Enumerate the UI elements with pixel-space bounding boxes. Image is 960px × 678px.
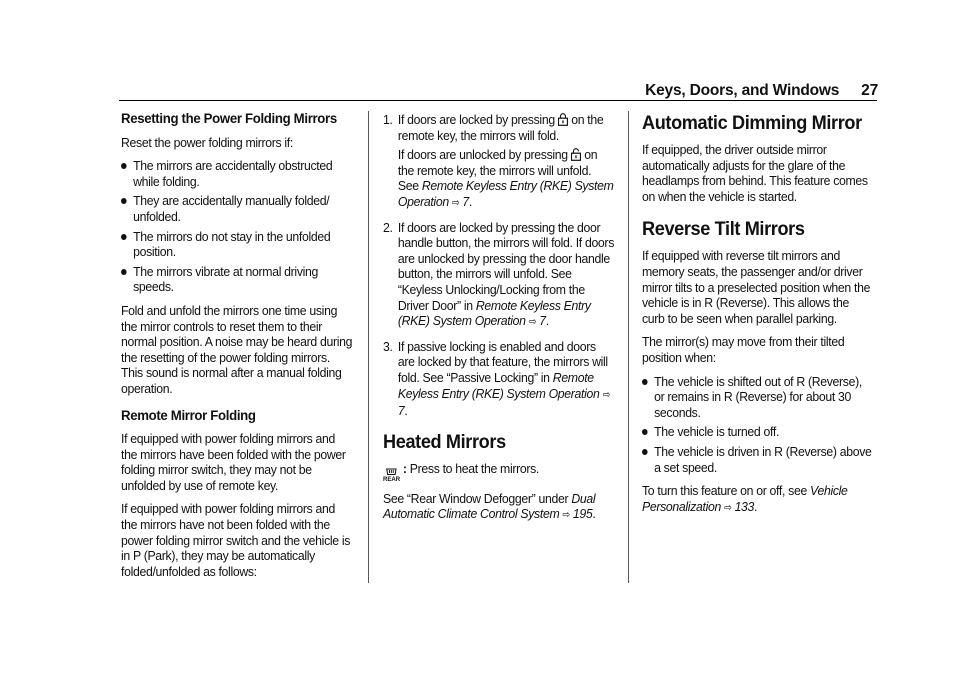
page-reference: 7 xyxy=(397,403,405,419)
list-item: The vehicle is driven in R (Reverse) above a set speed. xyxy=(642,444,874,475)
bullet-icon xyxy=(642,429,648,435)
numbered-item-2: 2. If doors are locked by pressing the door handle button, the mirrors will fold. If doors are unlocked by pressing the door handle button, the mirrors will unfold. See “Keyless Unlocking/Locking from the Driver Door” in Remote Keyless Entry (RKE) System Operation ⇨ 7. xyxy=(383,219,615,329)
paragraph: The mirror(s) may move from their tilted position when: xyxy=(642,334,845,365)
header-rule xyxy=(119,100,877,101)
bullet-icon xyxy=(642,379,648,385)
running-header xyxy=(623,82,878,100)
page-reference-arrow-icon: ⇨ xyxy=(562,509,570,522)
numbered-item-3: 3. If passive locking is enabled and doors are locked by that feature, the mirrors will fold. See “Passive Locking” in Remote Keyless Entry (RKE) System Operation ⇨ 7. xyxy=(383,338,610,419)
section-heading-auto-dimming: Automatic Dimming Mirror xyxy=(642,112,862,134)
icon-description: Press to heat the mirrors. xyxy=(409,460,540,476)
list-item: The mirrors do not stay in the unfolded position. xyxy=(121,229,353,260)
list-item: They are accidentally manually folded/ unfolded. xyxy=(121,193,353,224)
column-2: 1. If doors are locked by pressing on the remote key, the mirrors will fold. If doors are unlocked by pressing on the remote key, the mirrors will unfold. See Remote Keyless Entry (RKE) System Operation ⇨ 7. 2. If doors are locked by pressing the door handle button, the mirrors will fold. If doors are unlocked by pressing the door handle button, the mirrors will unfold. See “Keyless Unlocking/Locking from the Driver Door” in Remote Keyless Entry (RKE) System Operation ⇨ 7. 3. If passive locking is enabled and doors are locked by that feature, the mirrors will fold. See “Passive Locking” in Remote Keyless Entry (RKE) System Operation ⇨ 7. Heated Mirrors REAR : Press to heat the mirrors. See “Rear Window Defogger” under Dual Automatic Climate Control System ⇨ 195. xyxy=(383,112,615,522)
bullet-icon xyxy=(121,269,127,275)
bullet-icon xyxy=(121,234,127,240)
cross-reference: Vehicle Personalization xyxy=(642,483,848,514)
page-reference-arrow-icon: ⇨ xyxy=(528,316,537,329)
item-number: 3. xyxy=(383,338,393,354)
column-divider-2 xyxy=(628,111,629,583)
page-reference-arrow-icon: ⇨ xyxy=(451,196,460,209)
paragraph: If equipped with reverse tilt mirrors and memory seats, the passenger and/or driver mirror tilts to a preselected position when the vehicle is in R (Reverse). This allows the curb to be seen when parallel parking. xyxy=(642,248,871,326)
list-item: The vehicle is turned off. xyxy=(642,424,874,440)
cross-reference: Remote Keyless Entry (RKE) System Operation xyxy=(397,369,600,401)
item-number: 2. xyxy=(383,219,393,235)
rear-defog-icon: REAR xyxy=(383,468,400,483)
cross-reference: Remote Keyless Entry (RKE) System Operation xyxy=(397,297,591,329)
numbered-item-1: 1. If doors are locked by pressing on the remote key, the mirrors will fold. If doors are unlocked by pressing on the remote key, the mirrors will unfold. See Remote Keyless Entry (RKE) System Operation ⇨ 7. xyxy=(383,112,614,209)
section-heading-reverse-tilt: Reverse Tilt Mirrors xyxy=(642,218,805,241)
section-title: Keys, Doors, and Windows xyxy=(645,82,840,99)
page-reference-arrow-icon: ⇨ xyxy=(724,501,732,514)
lock-icon xyxy=(558,113,568,126)
column-1 xyxy=(121,112,353,587)
intro-text: Reset the power folding mirrors if: xyxy=(121,134,293,150)
bullet-icon xyxy=(642,449,648,455)
cross-reference: Remote Keyless Entry (RKE) System Operation xyxy=(397,178,614,209)
paragraph: Fold and unfold the mirrors one time using the mirror controls to reset them to their normal position. A noise may be heard during the resetting of the power folding mirrors. This sound is normal after a manual folding operation. xyxy=(121,302,353,396)
section-heading-heated-mirrors: Heated Mirrors xyxy=(383,430,506,453)
section-heading-resetting: Resetting the Power Folding Mirrors xyxy=(121,111,337,127)
paragraph: If equipped, the driver outside mirror automatically adjusts for the glare of the headlamps from behind. This feature comes on when the vehicle is started. xyxy=(642,142,868,204)
column-divider-1 xyxy=(368,111,369,583)
bullet-icon xyxy=(121,163,127,169)
page-reference: 7 xyxy=(462,193,469,209)
list-item: The mirrors vibrate at normal driving speeds. xyxy=(121,264,353,295)
list-item: The mirrors are accidentally obstructed while folding. xyxy=(121,158,353,189)
item-number: 1. xyxy=(383,112,393,127)
page-reference: 7 xyxy=(539,313,546,329)
page-reference: 133 xyxy=(734,498,755,514)
unlock-icon xyxy=(571,148,581,161)
bullet-icon xyxy=(121,198,127,204)
page-reference: 195 xyxy=(572,506,593,522)
section-heading-remote-folding: Remote Mirror Folding xyxy=(121,407,256,424)
list-item: The vehicle is shifted out of R (Reverse), or remains in R (Reverse) for about 30 seconds. xyxy=(642,374,874,421)
page-number: 27 xyxy=(861,82,878,99)
paragraph: If equipped with power folding mirrors and the mirrors have not been folded with the power folding mirror switch and the vehicle is in P (Park), they may be automatically folded/unfolded as follows: xyxy=(121,501,351,579)
column-3: Automatic Dimming Mirror If equipped, the driver outside mirror automatically adjusts for the glare of the headlamps from behind. This feature comes on when the vehicle is started. Reverse Tilt Mirrors If equipped with reverse tilt mirrors and memory seats, the passenger and/or driver mirror tilts to a preselected position when the vehicle is in R (Reverse). This allows the curb to be seen when parallel parking. The mirror(s) may move from their tilted position when: The vehicle is shifted out of R (Reverse), or remains in R (Reverse) for about 30 seconds. The vehicle is turned off. The vehicle is driven in R (Reverse) above a set speed. To turn this feature on or off, see Vehicle Personalization ⇨ 133. xyxy=(642,112,874,524)
cross-reference: Dual Automatic Climate Control System xyxy=(383,490,596,522)
page-reference-arrow-icon: ⇨ xyxy=(602,388,610,401)
paragraph: If equipped with power folding mirrors and the mirrors have been folded with the power folding mirror switch, they may not be unfolded by use of remote key. xyxy=(121,431,346,493)
